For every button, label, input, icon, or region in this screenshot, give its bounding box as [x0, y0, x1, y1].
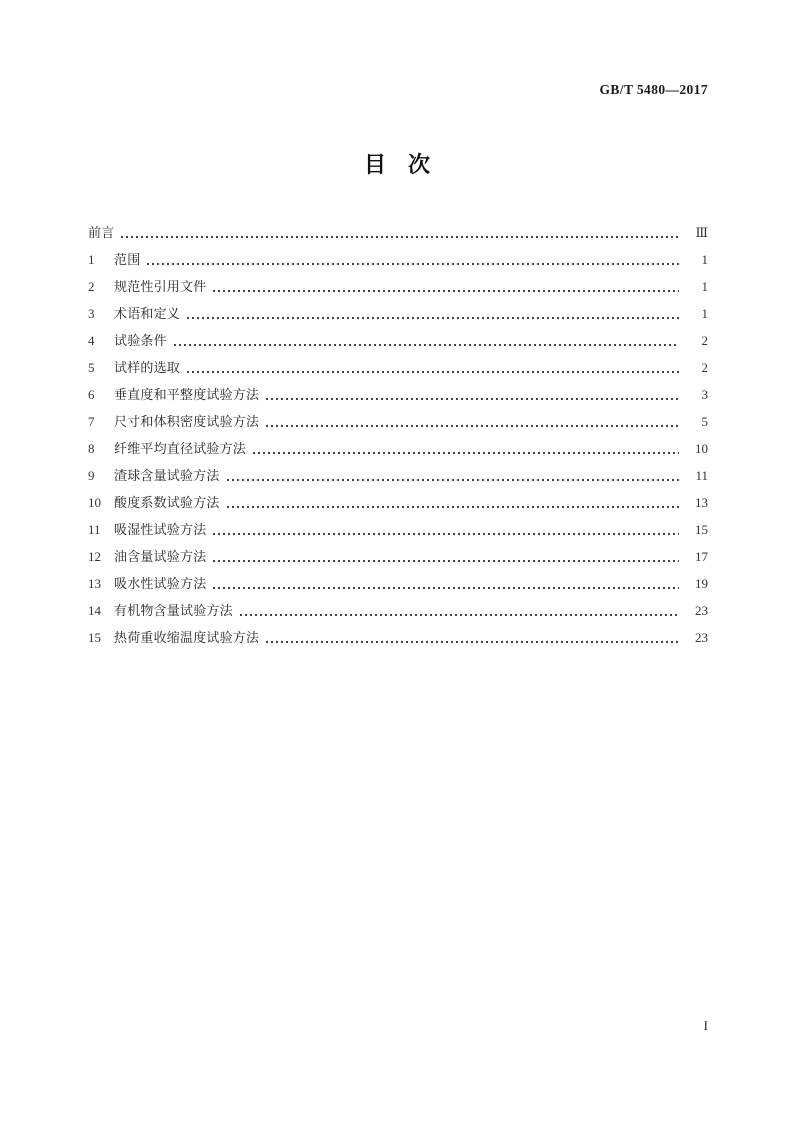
toc-entry[interactable] — [88, 403, 708, 430]
toc-entry[interactable] — [88, 511, 708, 538]
toc-entry-label: 热荷重收缩温度试验方法 — [114, 631, 260, 646]
toc-dot-leader — [147, 255, 679, 268]
toc-entry-label: 试验条件 — [114, 334, 167, 349]
toc-dot-leader — [266, 633, 679, 646]
toc-entry-number: 2 — [88, 279, 95, 294]
toc-dot-leader — [213, 525, 679, 538]
toc-entry-label: 尺寸和体积密度试验方法 — [114, 415, 260, 430]
toc-dot-leader — [240, 606, 679, 619]
toc-entry-number: 6 — [88, 387, 95, 402]
toc-dot-leader — [213, 579, 679, 592]
toc-entry-label: 术语和定义 — [114, 307, 181, 322]
toc-dot-leader — [187, 363, 679, 376]
toc-entry-page-number: 15 — [695, 522, 708, 537]
toc-entry-label: 渣球含量试验方法 — [114, 469, 220, 484]
toc-entry-label: 范围 — [114, 253, 141, 268]
toc-entry-page-number: 19 — [695, 576, 708, 591]
toc-entry-page-number: 3 — [701, 387, 708, 402]
toc-entry-label: 垂直度和平整度试验方法 — [114, 388, 260, 403]
toc-entry-number: 7 — [88, 414, 95, 429]
toc-entry[interactable] — [88, 241, 708, 268]
toc-entry-label: 吸湿性试验方法 — [114, 523, 207, 538]
toc-dot-leader — [253, 444, 679, 457]
toc-dot-leader — [174, 336, 679, 349]
toc-entry-number: 12 — [88, 549, 101, 564]
toc-dot-leader — [227, 498, 679, 511]
toc-entry-page-number: 11 — [695, 468, 708, 483]
toc-entry-page-number: 17 — [695, 549, 708, 564]
toc-entry-number: 10 — [88, 495, 101, 510]
toc-entry-number: 4 — [88, 333, 95, 348]
toc-entry-page-number: 2 — [701, 360, 708, 375]
toc-entry-page-number: 23 — [695, 603, 708, 618]
toc-entry-page-number: 10 — [695, 441, 708, 456]
toc-dot-leader — [213, 552, 679, 565]
toc-dot-leader — [187, 309, 679, 322]
toc-entry-page-number: 13 — [695, 495, 708, 510]
toc-entry-label: 吸水性试验方法 — [114, 577, 207, 592]
running-header-standard-number: GB/T 5480—2017 — [599, 82, 708, 97]
table-of-contents — [88, 214, 708, 646]
page-title: 目次 — [363, 153, 452, 178]
toc-dot-leader — [213, 282, 679, 295]
toc-entry[interactable] — [88, 349, 708, 376]
toc-entry[interactable] — [88, 592, 708, 619]
toc-entry[interactable] — [88, 457, 708, 484]
toc-entry-number: 11 — [88, 522, 101, 537]
toc-entry-page-number: 23 — [695, 630, 708, 645]
toc-entry[interactable] — [88, 430, 708, 457]
toc-entry[interactable] — [88, 268, 708, 295]
toc-entry-number: 3 — [88, 306, 95, 321]
toc-entry[interactable] — [88, 376, 708, 403]
footer-page-number: I — [703, 1018, 708, 1033]
toc-entry[interactable] — [88, 214, 708, 241]
toc-entry-label: 油含量试验方法 — [114, 550, 207, 565]
toc-entry[interactable] — [88, 484, 708, 511]
toc-entry[interactable] — [88, 619, 708, 646]
toc-dot-leader — [227, 471, 679, 484]
toc-entry[interactable] — [88, 538, 708, 565]
toc-entry-page-number: 5 — [701, 414, 708, 429]
toc-entry-label: 规范性引用文件 — [114, 280, 207, 295]
toc-entry[interactable] — [88, 565, 708, 592]
toc-entry-number: 13 — [88, 576, 101, 591]
toc-entry-label: 前言 — [88, 226, 115, 241]
toc-entry-label: 酸度系数试验方法 — [114, 496, 220, 511]
toc-entry-page-number: Ⅲ — [695, 225, 708, 240]
toc-entry-number: 8 — [88, 441, 95, 456]
toc-dot-leader — [266, 417, 679, 430]
toc-entry-page-number: 1 — [701, 279, 708, 294]
toc-entry-label: 纤维平均直径试验方法 — [114, 442, 247, 457]
toc-entry-number: 14 — [88, 603, 101, 618]
toc-entry-page-number: 1 — [701, 306, 708, 321]
toc-entry-label: 试样的选取 — [114, 361, 181, 376]
toc-entry-number: 15 — [88, 630, 101, 645]
toc-dot-leader — [121, 228, 679, 241]
toc-entry-page-number: 1 — [701, 252, 708, 267]
toc-entry-page-number: 2 — [701, 333, 708, 348]
toc-dot-leader — [266, 390, 679, 403]
toc-entry[interactable] — [88, 295, 708, 322]
toc-entry-number: 1 — [88, 252, 95, 267]
toc-entry-label: 有机物含量试验方法 — [114, 604, 233, 619]
toc-entry-number: 5 — [88, 360, 95, 375]
toc-entry[interactable] — [88, 322, 708, 349]
toc-entry-number: 9 — [88, 468, 95, 483]
